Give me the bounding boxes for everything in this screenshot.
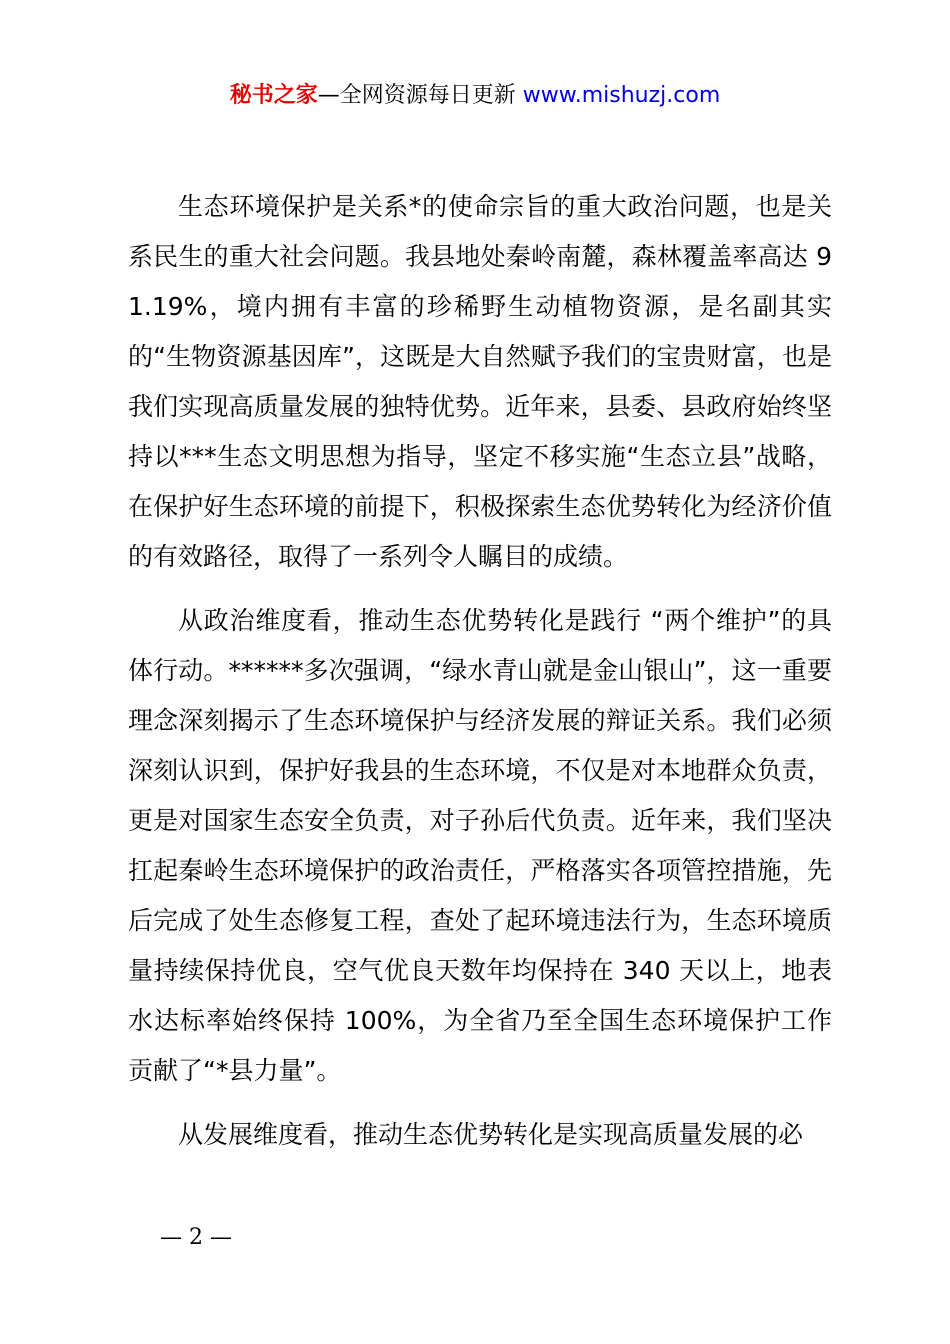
header-dash: — — [317, 83, 340, 108]
paragraph-intro: 生态环境保护是关系*的使命宗旨的重大政治问题，也是关系民生的重大社会问题。我县地处秦岭南麓，森林覆盖率高达 91.19%，境内拥有丰富的珍稀野生动植物资源，是名副其实的“生物资源基因库”，这既是大自然赋予我们的宝贵财富，也是我们实现高质量发展的独特优势。近年来，县委、县政府始终坚持以***生态文明思想为指导，坚定不移实施“生态立县”战略，在保护好生态环境的前提下，积极探索生态优势转化为经济价值的有效路径，取得了一系列令人瞩目的成绩。 — [128, 192, 832, 571]
paragraph-political-dimension: 从政治维度看，推动生态优势转化是践行 “两个维护”的具体行动。******多次强调，“绿水青山就是金山银山”，这一重要理念深刻揭示了生态环境保护与经济发展的辩证关系。我们必须深刻认识到，保护好我县的生态环境，不仅是对本地群众负责，更是对国家生态安全负责，对子孙后代负责。近年来，我们坚决扛起秦岭生态环境保护的政治责任，严格落实各项管控措施，先后完成了处生态修复工程，查处了起环境违法行为，生态环境质量持续保持优良，空气优良天数年均保持在 340 天以上，地表水达标率始终保持 100%，为全省乃至全国生态环境保护工作贡献了“*县力量”。 — [128, 606, 832, 1085]
paragraph-development-dimension: 从发展维度看，推动生态优势转化是实现高质量发展的必 — [178, 1120, 804, 1149]
brand-name: 秘书之家 — [229, 83, 318, 108]
page-number: — 2 — — [160, 1225, 232, 1250]
header-url-link[interactable]: www.mishuzj.com — [522, 83, 721, 108]
page-header — [0, 80, 950, 112]
header-tagline: 全网资源每日更新 — [339, 83, 523, 108]
document-body — [128, 182, 832, 1174]
